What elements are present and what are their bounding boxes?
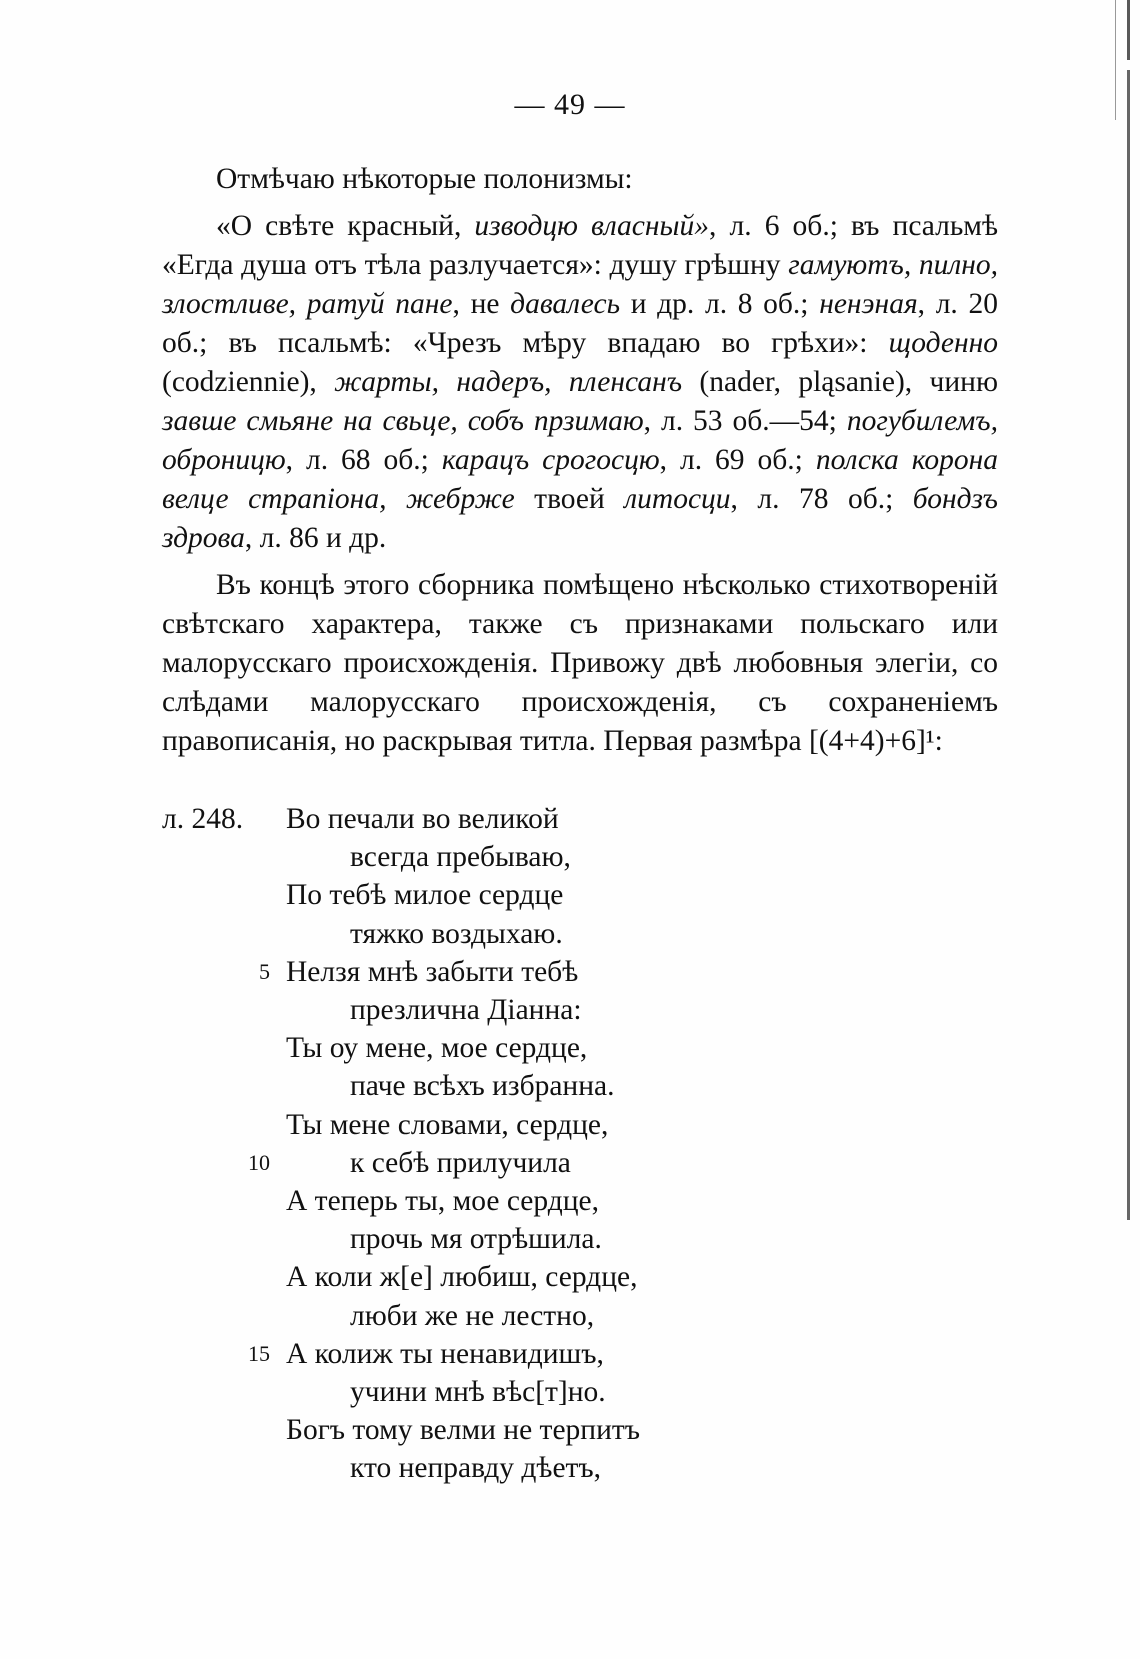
italic-phrase: ненэная: [819, 288, 918, 320]
verse-line: Нелзя мнѣ забыти тебѣ: [286, 956, 579, 988]
italic-phrase: жарты, надеръ, пленсанъ: [334, 366, 683, 398]
text-run: , л. 86 и др.: [244, 522, 387, 554]
italic-phrase: щоденно: [888, 327, 998, 359]
italic-phrase: литосци: [624, 483, 731, 515]
italic-phrase: изводцю власный»: [474, 210, 710, 242]
line-number: 5: [259, 959, 270, 984]
text-run: (nader, pląsanie), чиню: [682, 366, 998, 398]
verse-line: к себѣ прилучила: [350, 1147, 571, 1179]
folio-reference: л. 248.: [162, 803, 244, 835]
text-run: , л. 53 об.—54;: [643, 405, 847, 437]
verse-line: всегда пребываю,: [350, 841, 571, 873]
italic-phrase: карацъ срогосцю: [441, 444, 660, 476]
verse-line: кто неправду дѣетъ,: [350, 1452, 602, 1484]
prose-body: [162, 160, 998, 769]
verse-line: паче всѣхъ избранна.: [350, 1070, 615, 1102]
text-run: твоей: [514, 483, 625, 515]
verse-line: По тебѣ милое сердце: [286, 879, 564, 911]
text-run: «О свѣте красный,: [216, 210, 475, 242]
page-edge-line: [1127, 0, 1130, 1220]
italic-phrase: гамуютъ, пилно, злостливе, ратуй пане: [162, 249, 999, 320]
verse-line: прочь мя отрѣшила.: [350, 1223, 602, 1255]
collection-paragraph: Въ концѣ этого сборника помѣщено нѣсколько стихотвореній свѣтскаго характера, также съ признаками польскаго или малорусскаго происхожденія. Привожу двѣ любовныя элегіи, со слѣдами малорусскаго происхожденія, съ сохраненіемъ правописанія, но раскрывая титла. Первая размѣра [(4+4)+6]¹:: [162, 569, 998, 757]
verse-line: Во печали во великой: [286, 803, 559, 835]
polonisms-paragraph: [162, 207, 998, 558]
text-run: , не: [452, 288, 511, 320]
line-number: 10: [248, 1150, 270, 1175]
page-number: — 49 —: [514, 88, 626, 121]
text-run: , л. 69 об.;: [659, 444, 816, 476]
verse-line: Ты мене словами, сердце,: [286, 1109, 609, 1141]
verse-line: Ты оу мене, мое сердце,: [286, 1032, 588, 1064]
text-run: , л. 68 об.;: [285, 444, 442, 476]
verse-line: Богъ тому велми не терпитъ: [286, 1414, 641, 1446]
text-run: и др. л. 8 об.;: [620, 288, 820, 320]
verse-line: тяжко воздыхаю.: [350, 918, 563, 950]
verse-line: люби же не лестно,: [350, 1300, 595, 1332]
verse-line: А коли ж[е] любиш, сердце,: [286, 1261, 638, 1293]
verse-line: учини мнѣ вѣс[т]но.: [350, 1376, 606, 1408]
intro-line: Отмѣчаю нѣкоторые полонизмы:: [216, 163, 633, 195]
text-run: , л. 78 об.;: [730, 483, 913, 515]
text-run: , л. 6 об.; въ псальмѣ «Егда душа отъ тѣла разлучается»: душу грѣшну: [162, 210, 998, 281]
verse-line: презлична Діанна:: [350, 994, 582, 1026]
italic-phrase: завше смьяне на свьце, собъ прзимаю: [162, 405, 644, 437]
text-run: , л. 20 об.; въ псальмѣ: «Чрезъ мѣру впадаю во грѣхи»:: [162, 288, 998, 359]
italic-phrase: полска корона велце страпiона, жебрже: [162, 444, 998, 515]
line-number: 15: [248, 1341, 270, 1366]
verse-line: А теперь ты, мое сердце,: [286, 1185, 600, 1217]
italic-phrase: погубилемъ, оброницю: [162, 405, 998, 476]
italic-phrase: бондзъ здрова: [162, 483, 998, 554]
verse-line: А колиж ты ненавидишъ,: [286, 1338, 604, 1370]
text-run: (codziennie),: [162, 366, 335, 398]
italic-phrase: давалесь: [510, 288, 621, 320]
